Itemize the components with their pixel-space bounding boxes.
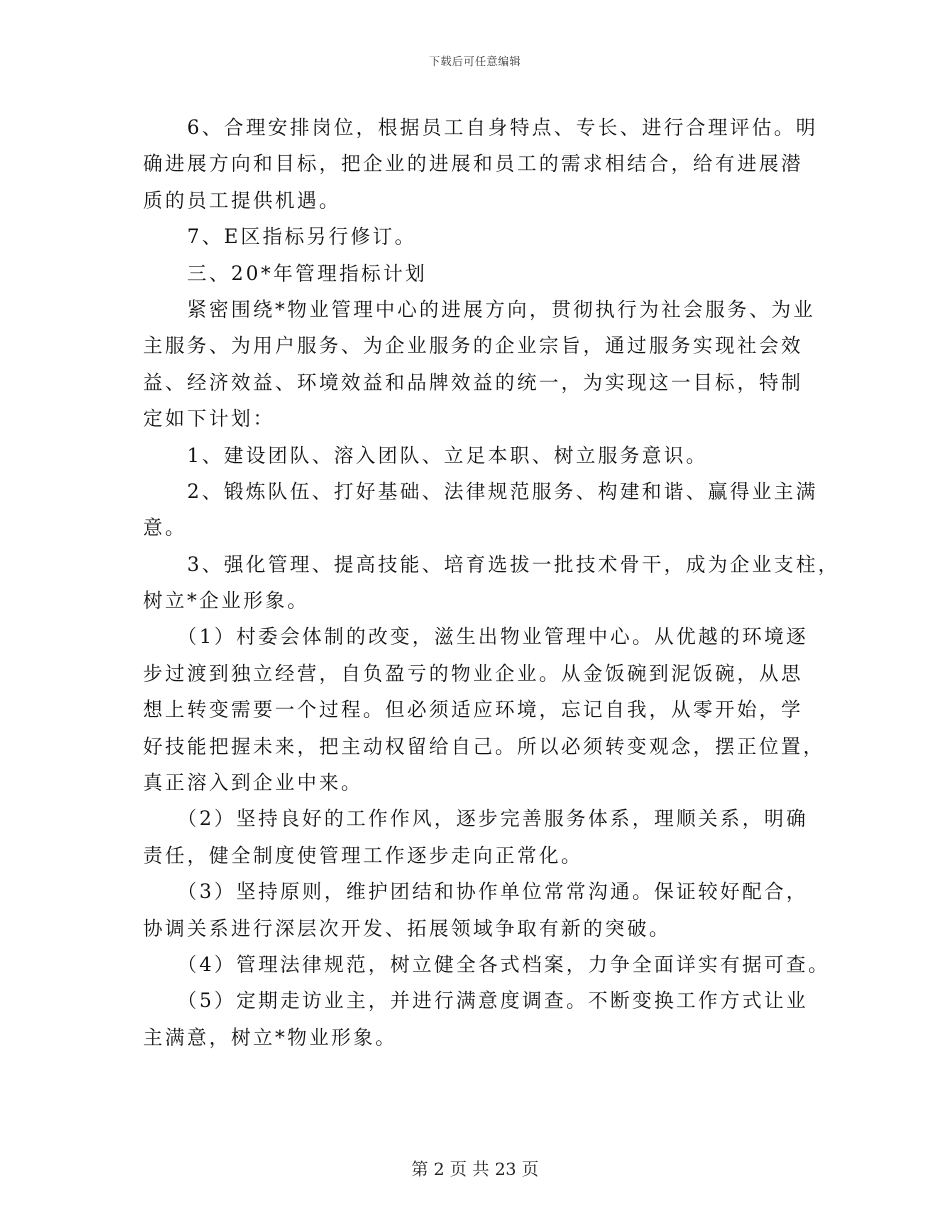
text-line: 益、经济效益、环境效益和品牌效益的统一，为实现这一目标，特制 [143, 370, 804, 394]
text-line: 1、建设团队、溶入团队、立足本职、树立服务意识。 [143, 443, 708, 467]
text-line: 步过渡到独立经营，自负盈亏的物业企业。从金饭碗到泥饭碗，从思 [143, 661, 804, 685]
text-line: 协调关系进行深层次开发、拓展领域争取有新的突破。 [143, 916, 672, 940]
text-line: 紧密围绕*物业管理中心的进展方向，贯彻执行为社会服务、为业 [143, 297, 816, 321]
text-line: （3）坚持原则，维护团结和协作单位常常沟通。保证较好配合， [143, 880, 809, 904]
text-line: 真正溶入到企业中来。 [143, 771, 364, 795]
text-line: 3、强化管理、提高技能、培育选拔一批技术骨干，成为企业支柱， [143, 552, 840, 576]
text-line: （1）村委会体制的改变，滋生出物业管理中心。从优越的环境逐 [143, 625, 809, 649]
text-line: （5）定期走访业主，并进行满意度调查。不断变换工作方式让业 [143, 989, 809, 1013]
text-line: （4）管理法律规范，树立健全各式档案，力争全面详实有据可查。 [143, 952, 831, 976]
text-line: 责任，健全制度使管理工作逐步走向正常化。 [143, 843, 584, 867]
text-line: 质的员工提供机遇。 [143, 188, 342, 212]
text-line: 7、E区指标另行修订。 [143, 225, 417, 249]
section-heading: 三、20*年管理指标计划 [143, 261, 428, 285]
page-number: 第 2 页 共 23 页 [411, 1160, 539, 1180]
page-header: 下载后可任意编辑 [429, 55, 521, 68]
text-line: 主满意，树立*物业形象。 [143, 1025, 398, 1049]
text-line: 确进展方向和目标，把企业的进展和员工的需求相结合，给有进展潜 [143, 152, 804, 176]
text-line: 想上转变需要一个过程。但必须适应环境，忘记自我，从零开始，学 [143, 698, 804, 722]
text-line: 意。 [143, 516, 188, 540]
text-line: 主服务、为用户服务、为企业服务的企业宗旨，通过服务实现社会效 [143, 334, 804, 358]
text-line: 树立*企业形象。 [143, 589, 310, 613]
document-body [143, 110, 840, 1056]
text-line: 6、合理安排岗位，根据员工自身特点、专长、进行合理评估。明 [143, 116, 818, 139]
text-line: 定如下计划： [143, 407, 276, 431]
text-line: 好技能把握未来，把主动权留给自己。所以必须转变观念，摆正位置， [143, 734, 826, 758]
text-line: 2、锻炼队伍、打好基础、法律规范服务、构建和谐、赢得业主满 [143, 479, 818, 503]
text-line: （2）坚持良好的工作作风，逐步完善服务体系，理顺关系，明确 [143, 807, 809, 831]
